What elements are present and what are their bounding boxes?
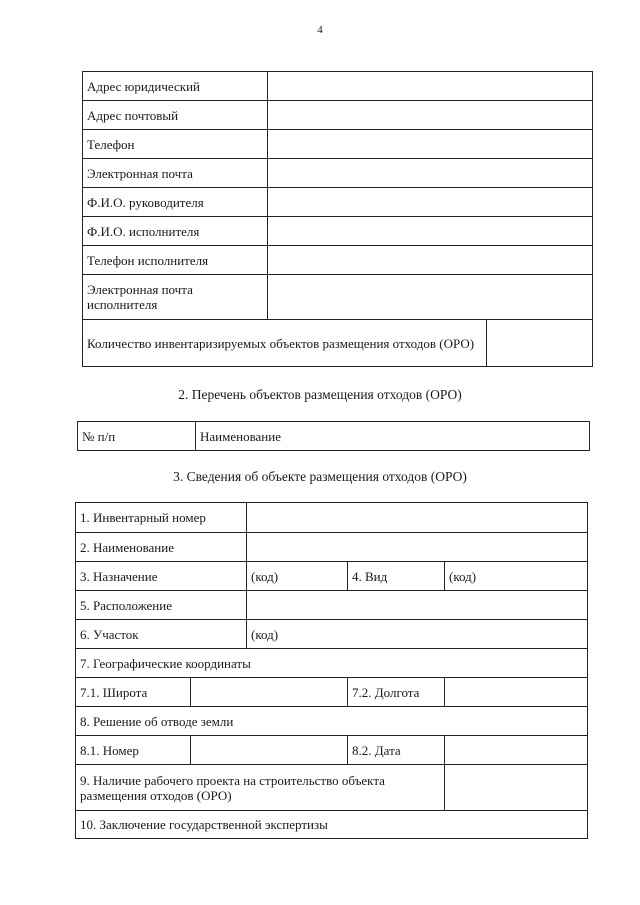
table-row — [83, 246, 593, 275]
label-legal-address: Адрес юридический — [83, 72, 268, 101]
value-director-name[interactable] — [268, 188, 593, 217]
col-name-header: Наименование — [196, 422, 590, 451]
value-location[interactable] — [247, 591, 588, 620]
value-phone[interactable] — [268, 130, 593, 159]
table-row — [76, 649, 588, 678]
label-executor-phone: Телефон исполнителя — [83, 246, 268, 275]
table-row — [83, 159, 593, 188]
label-land-decision: 8. Решение об отводе земли — [76, 707, 588, 736]
label-email: Электронная почта — [83, 159, 268, 188]
table-row — [76, 811, 588, 839]
label-geo-coordinates: 7. Географические координаты — [76, 649, 588, 678]
label-postal-address: Адрес почтовый — [83, 101, 268, 130]
label-state-expertise: 10. Заключение государственной экспертизы — [76, 811, 588, 839]
value-kind-code[interactable]: (код) — [445, 562, 588, 591]
label-purpose: 3. Назначение — [76, 562, 247, 591]
table-row — [83, 72, 593, 101]
table-row — [83, 320, 593, 367]
value-purpose-code[interactable]: (код) — [247, 562, 348, 591]
label-location: 5. Расположение — [76, 591, 247, 620]
table-row — [83, 101, 593, 130]
value-postal-address[interactable] — [268, 101, 593, 130]
value-email[interactable] — [268, 159, 593, 188]
table-header-row — [78, 422, 590, 451]
value-executor-email[interactable] — [268, 275, 593, 320]
value-latitude[interactable] — [191, 678, 348, 707]
label-object-name: 2. Наименование — [76, 533, 247, 562]
table-row — [76, 591, 588, 620]
table-row — [83, 130, 593, 159]
value-executor-phone[interactable] — [268, 246, 593, 275]
table-row — [76, 765, 588, 811]
label-longitude: 7.2. Долгота — [348, 678, 445, 707]
label-plot: 6. Участок — [76, 620, 247, 649]
table-row — [83, 275, 593, 320]
value-decision-number[interactable] — [191, 736, 348, 765]
table-row — [76, 562, 588, 591]
value-inventory-number[interactable] — [247, 503, 588, 533]
label-latitude: 7.1. Широта — [76, 678, 191, 707]
label-director-name: Ф.И.О. руководителя — [83, 188, 268, 217]
organization-info-table — [82, 71, 593, 367]
col-number-header: № п/п — [78, 422, 196, 451]
table-row — [76, 620, 588, 649]
label-decision-date: 8.2. Дата — [348, 736, 445, 765]
table-row — [76, 736, 588, 765]
table-row — [76, 503, 588, 533]
label-decision-number: 8.1. Номер — [76, 736, 191, 765]
table-row — [76, 533, 588, 562]
value-legal-address[interactable] — [268, 72, 593, 101]
value-longitude[interactable] — [445, 678, 588, 707]
page-number: 4 — [317, 24, 323, 36]
table-row — [83, 217, 593, 246]
label-kind: 4. Вид — [348, 562, 445, 591]
object-details-table — [75, 502, 588, 839]
value-executor-name[interactable] — [268, 217, 593, 246]
table-row — [76, 678, 588, 707]
value-decision-date[interactable] — [445, 736, 588, 765]
value-working-project[interactable] — [445, 765, 588, 811]
label-executor-email: Электронная почта исполнителя — [83, 275, 268, 320]
value-object-name[interactable] — [247, 533, 588, 562]
label-phone: Телефон — [83, 130, 268, 159]
table-row — [76, 707, 588, 736]
value-object-count[interactable] — [487, 320, 593, 367]
table-row — [83, 188, 593, 217]
label-inventory-number: 1. Инвентарный номер — [76, 503, 247, 533]
label-executor-name: Ф.И.О. исполнителя — [83, 217, 268, 246]
label-object-count: Количество инвентаризируемых объектов размещения отходов (ОРО) — [83, 320, 487, 367]
section-3-heading: 3. Сведения об объекте размещения отходов (ОРО) — [173, 469, 467, 484]
objects-list-table — [77, 421, 590, 451]
section-2-heading: 2. Перечень объектов размещения отходов (ОРО) — [178, 387, 462, 402]
value-plot-code[interactable]: (код) — [247, 620, 588, 649]
label-working-project: 9. Наличие рабочего проекта на строительство объекта размещения отходов (ОРО) — [76, 765, 445, 811]
